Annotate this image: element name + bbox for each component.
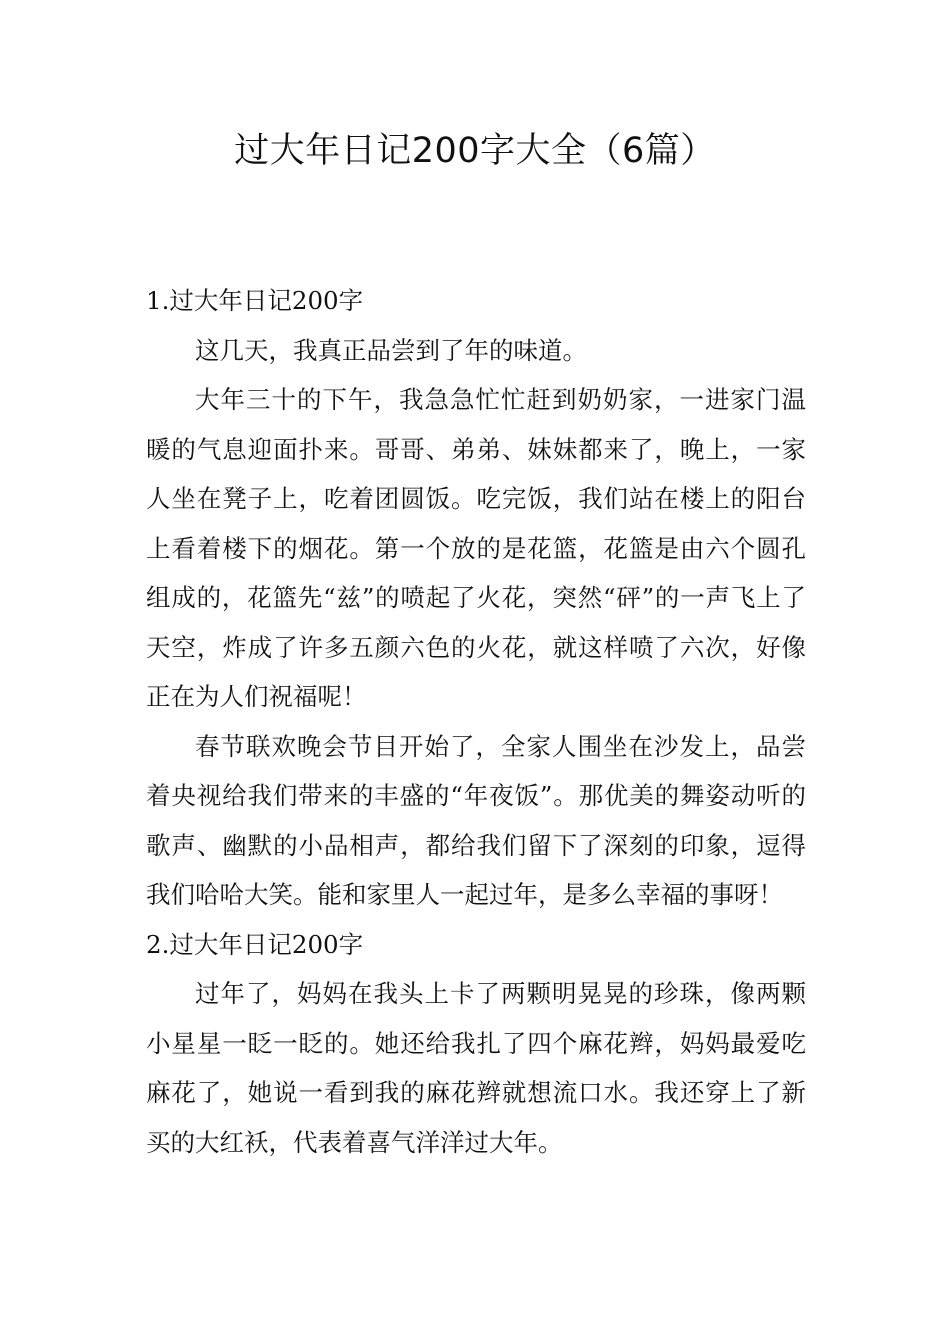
section-2 xyxy=(146,920,806,1168)
document-body xyxy=(146,276,806,1167)
paragraph: 大年三十的下午，我急急忙忙赶到奶奶家，一进家门温暖的气息迎面扑来。哥哥、弟弟、妹妹都来了，晚上，一家人坐在凳子上，吃着团圆饭。吃完饭，我们站在楼上的阳台上看着楼下的烟花。第一个放的是花篮，花篮是由六个圆孔组成的，花篮先“兹”的喷起了火花，突然“砰”的一声飞上了天空，炸成了许多五颜六色的火花，就这样喷了六次，好像正在为人们祝福呢！ xyxy=(146,385,806,711)
section-heading: 1.过大年日记200字 xyxy=(146,286,364,315)
section-heading: 2.过大年日记200字 xyxy=(146,929,364,959)
section-1 xyxy=(146,276,806,920)
document-title: 过大年日记200字大全（6篇） xyxy=(234,131,716,171)
paragraph: 春节联欢晚会节目开始了，全家人围坐在沙发上，品尝着央视给我们带来的丰盛的“年夜饭”。那优美的舞姿动听的歌声、幽默的小品相声，都给我们留下了深刻的印象，逗得我们哈哈大笑。能和家里人一起过年，是多么幸福的事呀！ xyxy=(146,731,806,909)
paragraph: 这几天，我真正品尝到了年的味道。 xyxy=(195,335,587,365)
paragraph: 过年了，妈妈在我头上卡了两颗明晃晃的珍珠，像两颗小星星一眨一眨的。她还给我扎了四个麻花辫，妈妈最爱吃麻花了，她说一看到我的麻花辫就想流口水。我还穿上了新买的大红袄，代表着喜气洋洋过大年。 xyxy=(146,979,806,1157)
